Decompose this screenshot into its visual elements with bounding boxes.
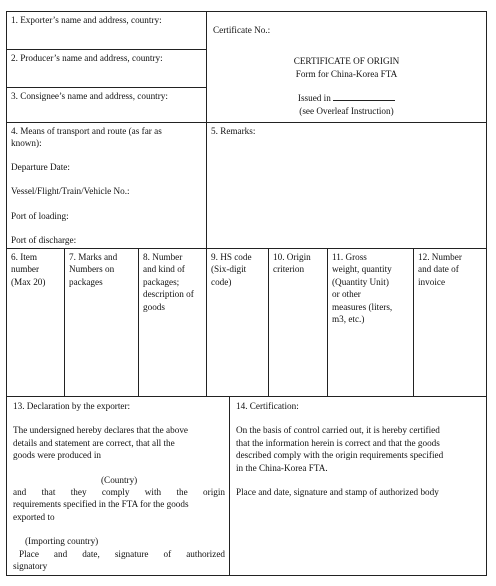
certification-label: 14. Certification: (236, 401, 299, 411)
hs-code-line: (Six-digit (211, 264, 247, 275)
gross-weight-line: weight, quantity (332, 264, 392, 275)
invoice-line: 12. Number (418, 252, 462, 262)
exporter-label: 1. Exporter’s name and address, country: (11, 15, 162, 25)
certificate-title: CERTIFICATE OF ORIGIN (293, 56, 400, 67)
certification-text-4: in the China-Korea FTA. (236, 462, 328, 473)
col-invoice[interactable] (413, 248, 487, 397)
col-hs-code[interactable] (206, 248, 269, 397)
box-certification[interactable] (229, 396, 487, 576)
origin-criterion-line: 10. Origin (273, 252, 311, 262)
declaration-text-3: goods were produced in (13, 450, 102, 461)
comply-text-3: exported to (13, 511, 55, 522)
gross-weight-line: m3, etc.) (332, 314, 365, 325)
col-item-number[interactable] (6, 248, 65, 397)
certification-text-3: described comply with the origin requirements specified (236, 450, 444, 461)
comply-text-2: requirements specified in the FTA for the goods (13, 499, 189, 510)
item-number-line: number (11, 264, 40, 275)
country-caption: (Country) (101, 474, 138, 485)
hs-code-line: 9. HS code (211, 252, 252, 262)
vessel-label: Vessel/Flight/Train/Vehicle No.: (11, 186, 130, 197)
transport-label-1: 4. Means of transport and route (as far as (11, 126, 162, 136)
box-remarks[interactable] (206, 122, 487, 249)
gross-weight-line: 11. Gross (332, 252, 367, 262)
comply-text-1: and that they comply with the origin (13, 487, 225, 498)
origin-criterion-line: criterion (273, 264, 305, 275)
box-producer[interactable] (6, 49, 207, 88)
box-transport-route[interactable] (6, 122, 207, 249)
col-gross-weight[interactable] (327, 248, 414, 397)
issued-in-label: Issued in (297, 93, 331, 104)
item-number-line: (Max 20) (11, 276, 46, 287)
declaration-text-2: details and statement are correct, that all the (13, 437, 175, 448)
invoice-line: and date of (418, 264, 459, 275)
col-packages-description[interactable] (138, 248, 207, 397)
item-number-line: 6. Item (11, 252, 38, 262)
transport-label-2: known): (11, 138, 42, 149)
declaration-text-1: The undersigned hereby declares that the above (13, 425, 188, 436)
marks-line: packages (69, 276, 103, 287)
packages-line: 8. Number (143, 252, 183, 262)
signatory-text-2: signatory (13, 561, 48, 572)
gross-weight-line: measures (liters, (332, 301, 393, 312)
gross-weight-line: or other (332, 289, 361, 300)
overleaf-instruction: (see Overleaf Instruction) (299, 105, 394, 116)
importing-country-caption: (Importing country) (25, 536, 99, 547)
certificate-no-label: Certificate No.: (213, 25, 271, 35)
hs-code-line: code) (211, 276, 232, 287)
producer-label: 2. Producer’s name and address, country: (11, 53, 163, 63)
certification-text-1: On the basis of control carried out, it is hereby certified (236, 425, 440, 436)
packages-line: goods (143, 301, 165, 312)
packages-line: description of (143, 289, 194, 300)
marks-line: Numbers on (69, 264, 115, 275)
box-exporter-declaration[interactable] (6, 396, 230, 576)
marks-line: 7. Marks and (69, 252, 118, 262)
packages-line: packages; (143, 276, 180, 287)
consignee-label: 3. Consignee’s name and address, country: (11, 91, 168, 101)
declaration-label: 13. Declaration by the exporter: (13, 401, 131, 411)
remarks-label: 5. Remarks: (211, 126, 256, 136)
packages-line: and kind of (143, 264, 185, 275)
signatory-text-1: Place and date, signature of authorized (19, 548, 225, 559)
departure-date-label: Departure Date: (11, 161, 70, 172)
box-consignee[interactable] (6, 87, 207, 123)
certification-text-2: that the information herein is correct and that the goods (236, 437, 440, 448)
issued-in-blank[interactable] (333, 91, 395, 101)
col-marks-numbers[interactable] (64, 248, 139, 397)
authorized-body-caption: Place and date, signature and stamp of authorized body (236, 487, 439, 498)
box-certificate-header (206, 11, 487, 123)
certificate-subtitle: Form for China-Korea FTA (295, 68, 398, 79)
invoice-line: invoice (418, 276, 446, 287)
port-discharge-label: Port of discharge: (11, 235, 77, 246)
issued-in-row (213, 91, 480, 104)
box-exporter[interactable] (6, 11, 207, 50)
port-loading-label: Port of loading: (11, 210, 69, 221)
col-origin-criterion[interactable] (268, 248, 328, 397)
gross-weight-line: (Quantity Unit) (332, 276, 389, 287)
